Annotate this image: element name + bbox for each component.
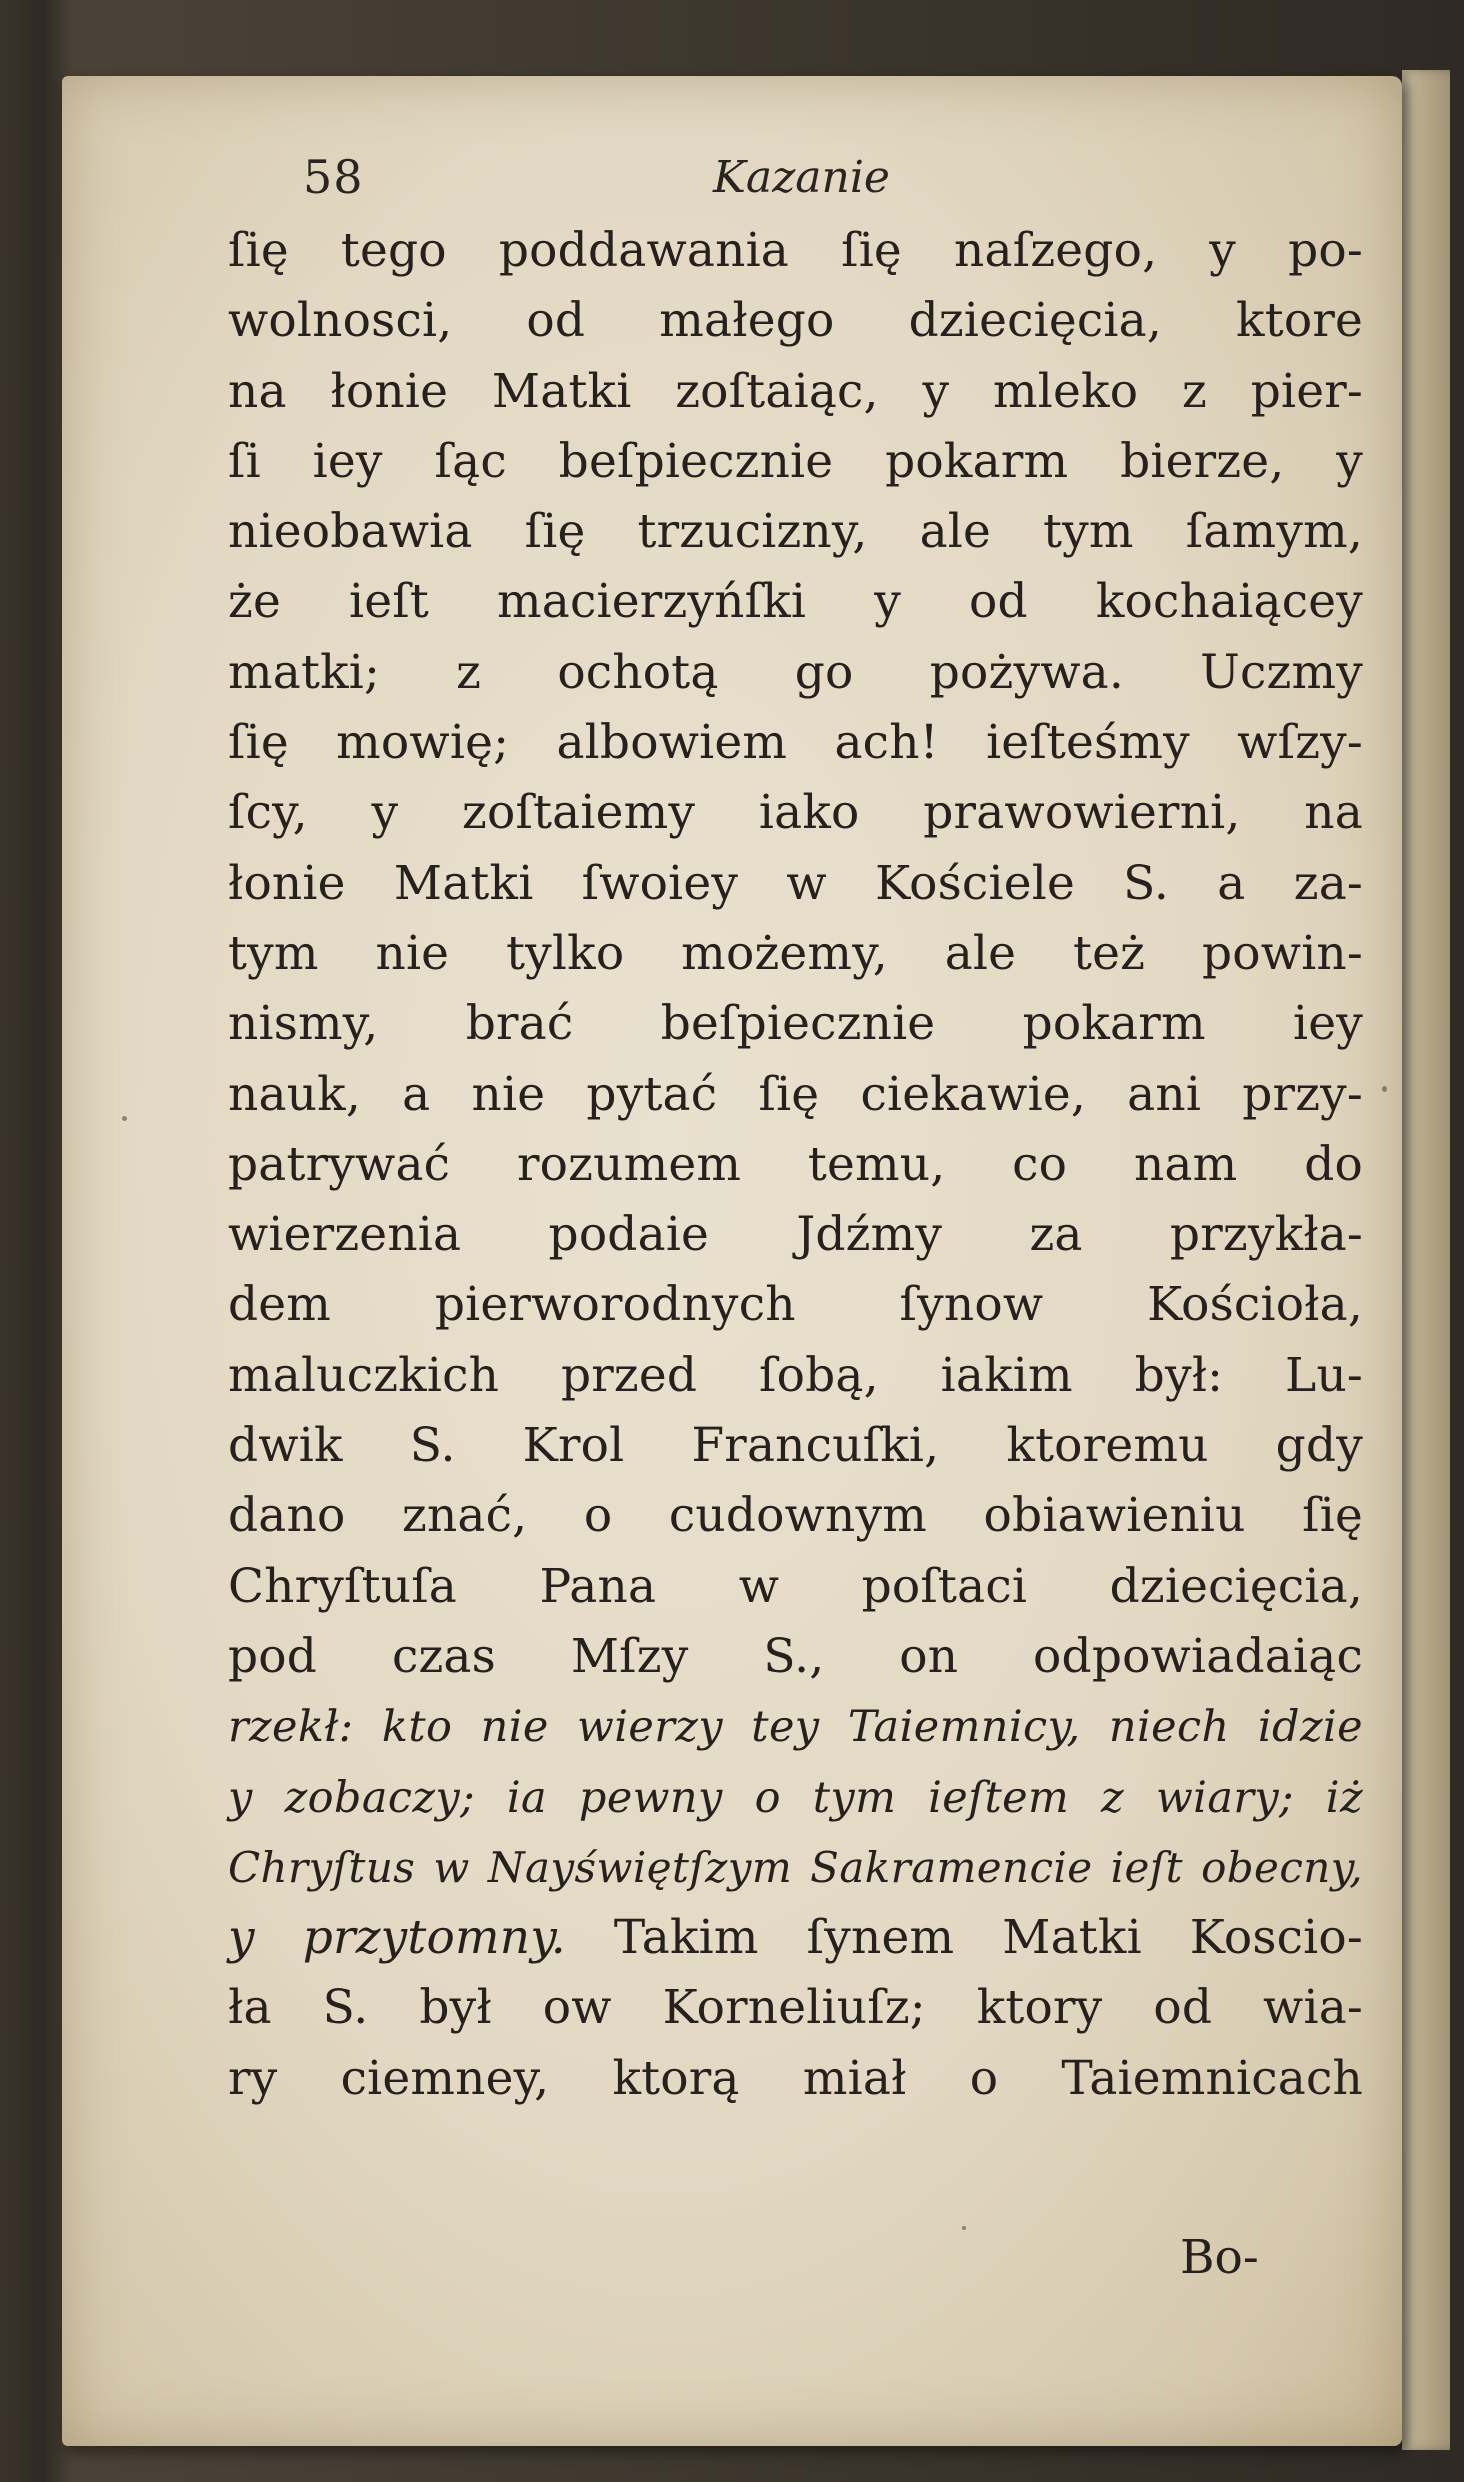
text-line: nauk, a nie pytać ſię ciekawie, ani przy- [228, 1066, 1363, 1122]
text-line: Chryſtuſa Pana w poſtaci dziecięcia, [228, 1558, 1363, 1614]
text-line: maluczkich przed ſobą, iakim był: Lu- [228, 1347, 1363, 1403]
paper-speck [1382, 1086, 1387, 1092]
running-head: Kazanie [713, 152, 890, 203]
text-line: matki; z ochotą go pożywa. Uczmy [228, 644, 1363, 700]
text-line: ła S. był ow Korneliuſz; ktory od wia- [228, 1980, 1363, 2036]
text-line: Chryſtus w Nayświętſzym Sakramencie ieſt obecny, [228, 1842, 1363, 1892]
text-line: łonie Matki ſwoiey w Kościele S. a za- [228, 855, 1363, 911]
text-line: ry ciemney, ktorą miał o Taiemnicach [228, 2050, 1363, 2106]
text-line: dwik S. Krol Francuſki, ktoremu gdy [228, 1418, 1363, 1474]
paper-speck [962, 2226, 966, 2230]
text-line: patrywać rozumem temu, co nam do [228, 1136, 1363, 1192]
next-page-edge [1402, 70, 1450, 2450]
text-line: y przytomny. Takim ſynem Matki Koscio- [228, 1910, 1363, 1966]
text-line: pod czas Mſzy S., on odpowiadaiąc [228, 1628, 1363, 1684]
text-line: dano znać, o cudownym obiawieniu ſię [228, 1488, 1363, 1544]
text-line: rzekł: kto nie wierzy tey Taiemnicy, niech idzie [228, 1702, 1363, 1753]
text-line: ſi iey ſąc beſpiecznie pokarm bierze, y [228, 433, 1363, 489]
text-line: ſię mowię; albowiem ach! ieſteśmy wſzy- [228, 715, 1363, 771]
catchword: Bo- [1180, 2230, 1259, 2285]
text-line: nismy, brać beſpiecznie pokarm iey [228, 996, 1363, 1052]
text-line: ſię tego poddawania ſię naſzego, y po- [228, 223, 1363, 278]
paper-speck [122, 1116, 127, 1121]
text-line: na łonie Matki zoſtaiąc, y mleko z pier- [228, 363, 1363, 419]
text-line: wolnosci, od małego dziecięcia, ktore [228, 293, 1363, 349]
body-text [228, 216, 1363, 2114]
text-line: dem pierworodnych ſynow Kościoła, [228, 1277, 1363, 1333]
text-line: y zobaczy; ia pewny o tym ieſtem z wiary; iż [228, 1772, 1363, 1823]
text-line: tym nie tylko możemy, ale też powin- [228, 925, 1363, 981]
page-number: 58 [303, 150, 364, 204]
text-line: wierzenia podaie Jdźmy za przykła- [228, 1207, 1363, 1263]
text-line: że ieſt macierzyńſki y od kochaiącey [228, 574, 1363, 630]
text-line: nieobawia ſię trzucizny, ale tym ſamym, [228, 504, 1363, 560]
text-line: ſcy, y zoſtaiemy iako prawowierni, na [228, 785, 1363, 841]
